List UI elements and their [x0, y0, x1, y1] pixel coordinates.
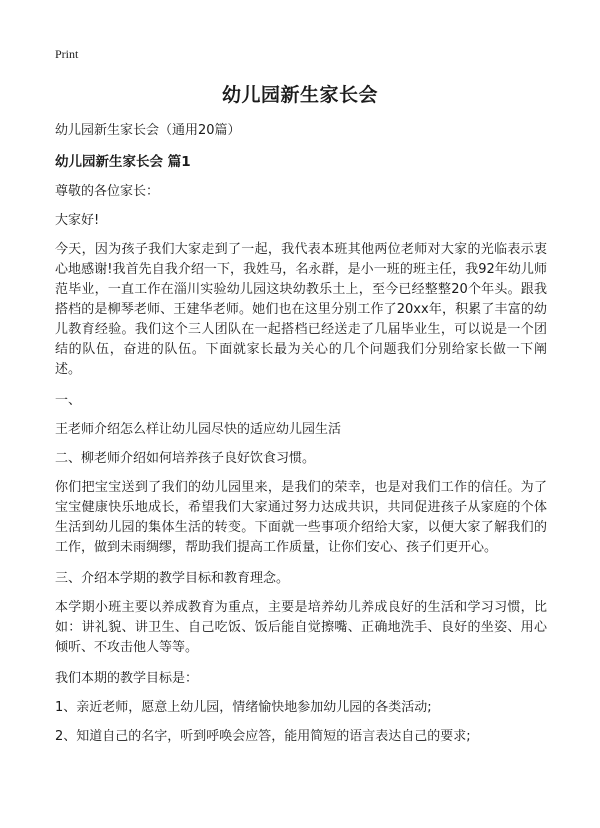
semester-paragraph: 本学期小班主要以养成教育为重点，主要是培养幼儿养成良好的生活和学习习惯，比如：讲礼貌、讲卫生、自己吃饭、饭后能自觉擦嘴、正确地洗手、良好的坐姿、用心倾听、不攻击他人等等。: [55, 600, 547, 655]
intro-paragraph: 今天，因为孩子我们大家走到了一起，我代表本班其他两位老师对大家的光临表示衷心地感谢!我首先自我介绍一下，我姓马，名永群，是小一班的班主任，我92年幼儿师范毕业，一直工作在淄川实验幼儿园这块幼教乐土上，至今已经整整20个年头。跟我搭档的是柳琴老师、王建华老师。她们也在这里分别工作了20xx年，积累了丰富的幼儿教育经验。我们这个三人团队在一起搭档已经送走了几届毕业生，可以说是一个团结的队伍，奋进的队伍。下面就家长最为关心的几个问题我们分别给家长做一下阐述。: [55, 242, 547, 377]
list-marker-one: 一、: [55, 393, 82, 408]
greeting: 大家好!: [55, 213, 100, 228]
topic-one: 王老师介绍怎么样让幼儿园尽快的适应幼儿园生活: [55, 422, 342, 437]
topic-two: 二、柳老师介绍如何培养孩子良好饮食习惯。: [55, 451, 316, 466]
goals-heading: 我们本期的教学目标是：: [55, 671, 199, 686]
diet-paragraph: 你们把宝宝送到了我们的幼儿园里来，是我们的荣幸，也是对我们工作的信任。为了宝宝健康快乐地成长，希望我们大家通过努力达成共识，共同促进孩子从家庭的个体生活到幼儿园的集体生活的转变。下面就一些事项介绍给大家，以便大家了解我们的工作，做到未雨绸缪，帮助我们提高工作质量，让你们安心、孩子们更开心。: [55, 480, 547, 555]
goal-item-1: 1、亲近老师，愿意上幼儿园，情绪愉快地参加幼儿园的各类活动;: [55, 700, 432, 715]
topic-three: 三、介绍本学期的教学目标和教育理念。: [55, 571, 290, 586]
print-link[interactable]: Print: [55, 47, 79, 61]
salutation: 尊敬的各位家长：: [55, 184, 160, 199]
goal-item-2: 2、知道自己的名字，听到呼唤会应答，能用简短的语言表达自己的要求;: [55, 729, 471, 744]
document-subtitle: 幼儿园新生家长会（通用20篇）: [55, 123, 241, 138]
section-heading: 幼儿园新生家长会 篇1: [55, 154, 191, 170]
document-title: 幼儿园新生家长会: [221, 84, 378, 106]
document-body: [55, 121, 547, 756]
